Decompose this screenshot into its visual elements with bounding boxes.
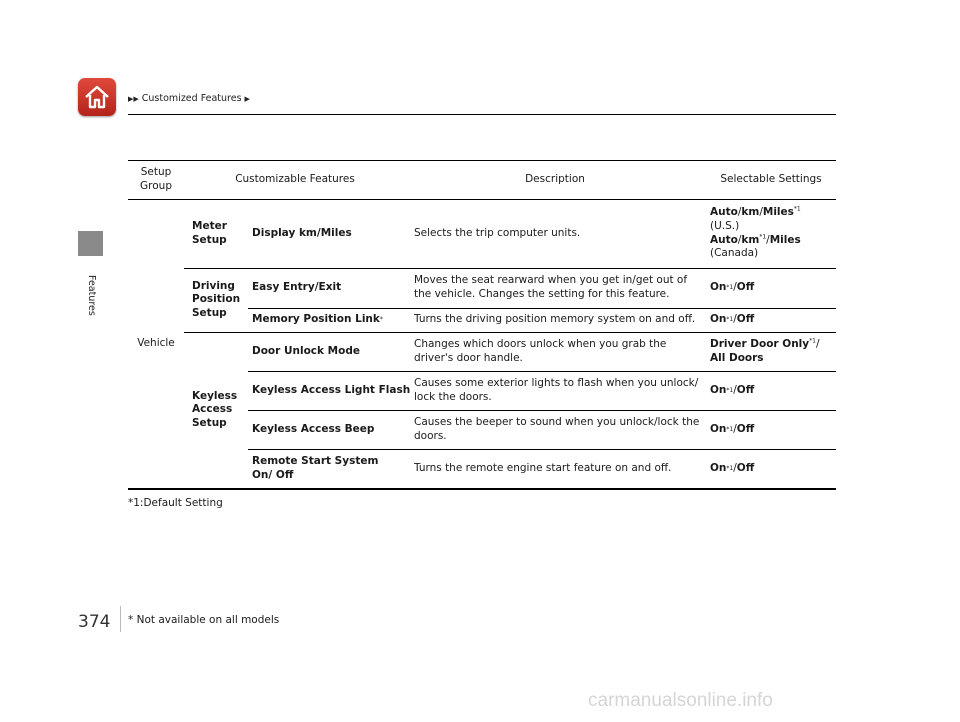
home-button[interactable] — [78, 78, 116, 116]
settings-memory-position-link: On *1 / Off — [710, 313, 755, 326]
setting-separator: / — [733, 461, 737, 474]
feature-display-km-miles: Display km/Miles — [252, 226, 352, 239]
settings-keyless-access-light-flash: On *1 / Off — [710, 383, 755, 396]
page-number: 374 — [78, 612, 111, 632]
setting-option: km — [741, 233, 760, 246]
setting-separator: / — [815, 337, 820, 350]
settings-keyless-access-beep: On *1 / Off — [710, 422, 755, 435]
breadcrumb-arrow-icon: ▶▶ — [128, 94, 139, 103]
header-customizable-features: Customizable Features — [235, 172, 355, 185]
description-easy-entry-exit: Moves the seat rearward when you get in/get out of the vehicle. Changes the setting for this feature. — [414, 274, 688, 300]
subgroup-meter-setup: Meter Setup — [192, 219, 227, 246]
setting-separator: / — [733, 422, 737, 435]
section-label: Features — [86, 275, 97, 316]
setting-on: On — [710, 281, 727, 294]
header-setup-group: Setup Group — [140, 165, 172, 192]
feature-keyless-access-beep: Keyless Access Beep — [252, 422, 375, 435]
default-marker: *1 — [793, 205, 801, 213]
feature-label: Memory Position Link — [252, 313, 380, 326]
setting-separator: / — [733, 313, 737, 326]
settings-door-unlock-mode — [710, 332, 836, 371]
availability-note: * Not available on all models — [128, 614, 280, 626]
header-selectable-settings: Selectable Settings — [720, 172, 822, 185]
footer-divider — [120, 606, 121, 632]
feature-memory-position-link: Memory Position Link * — [252, 313, 383, 326]
breadcrumb-arrow-icon: ▶ — [244, 94, 250, 103]
setting-separator: / — [737, 206, 742, 219]
setting-region: (U.S.) — [710, 219, 740, 232]
setting-separator: / — [766, 233, 770, 246]
header-rule — [128, 114, 836, 115]
setting-off: Off — [736, 383, 755, 396]
feature-keyless-access-light-flash: Keyless Access Light Flash — [252, 383, 411, 396]
setting-off: Off — [736, 461, 755, 474]
description-door-unlock-mode: Changes which doors unlock when you grab the driver's door handle. — [414, 337, 667, 364]
setup-group-vehicle: Vehicle — [137, 336, 175, 349]
default-marker: *1 — [759, 233, 767, 240]
feature-door-unlock-mode: Door Unlock Mode — [252, 344, 360, 357]
setting-on: On — [710, 461, 727, 474]
header-description: Description — [525, 172, 585, 185]
description-remote-start-system: Turns the remote engine start feature on and off. — [414, 461, 672, 474]
setting-option: km — [741, 206, 760, 219]
setting-off: Off — [736, 313, 755, 326]
subgroup-keyless-access-setup: Keyless Access Setup — [192, 389, 238, 429]
section-tab[interactable] — [78, 231, 103, 256]
description-display-km-miles: Selects the trip computer units. — [414, 226, 581, 239]
setting-option: Miles — [762, 206, 794, 219]
setting-option: All Doors — [710, 351, 764, 364]
default-marker: *1 — [809, 337, 816, 345]
setting-off: Off — [736, 281, 755, 294]
breadcrumb — [128, 93, 250, 104]
default-setting-footnote: *1:Default Setting — [128, 497, 223, 509]
breadcrumb-link[interactable]: Customized Features — [141, 93, 242, 104]
feature-easy-entry-exit: Easy Entry/Exit — [252, 281, 342, 294]
settings-display-km-miles — [710, 199, 836, 268]
feature-remote-start-system: Remote Start System On/ Off — [252, 454, 379, 481]
setting-separator: / — [733, 281, 737, 294]
setting-separator: / — [737, 233, 742, 246]
setting-option: Driver Door Only — [710, 337, 810, 350]
setting-on: On — [710, 313, 727, 326]
description-keyless-access-light-flash: Causes some exterior lights to flash when you unlock/ lock the doors. — [414, 376, 699, 403]
setting-separator: / — [759, 206, 763, 219]
setting-option: Auto — [710, 233, 738, 246]
watermark: carmanualsonline.info — [588, 690, 773, 711]
settings-table — [128, 160, 836, 490]
subgroup-driving-position-setup: Driving Position Setup — [192, 279, 241, 319]
description-memory-position-link: Turns the driving position memory system on and off. — [414, 313, 696, 326]
setting-on: On — [710, 422, 727, 435]
home-icon — [83, 83, 111, 111]
settings-remote-start-system: On *1 / Off — [710, 461, 755, 474]
table-rule — [128, 488, 836, 490]
setting-region: (Canada) — [710, 247, 759, 260]
setting-option: Auto — [710, 206, 738, 219]
settings-easy-entry-exit: On *1 / Off — [710, 281, 755, 294]
setting-off: Off — [736, 422, 755, 435]
setting-on: On — [710, 383, 727, 396]
description-keyless-access-beep: Causes the beeper to sound when you unlock/lock the doors. — [414, 415, 700, 442]
setting-option: Miles — [769, 233, 801, 246]
setting-separator: / — [733, 383, 737, 396]
